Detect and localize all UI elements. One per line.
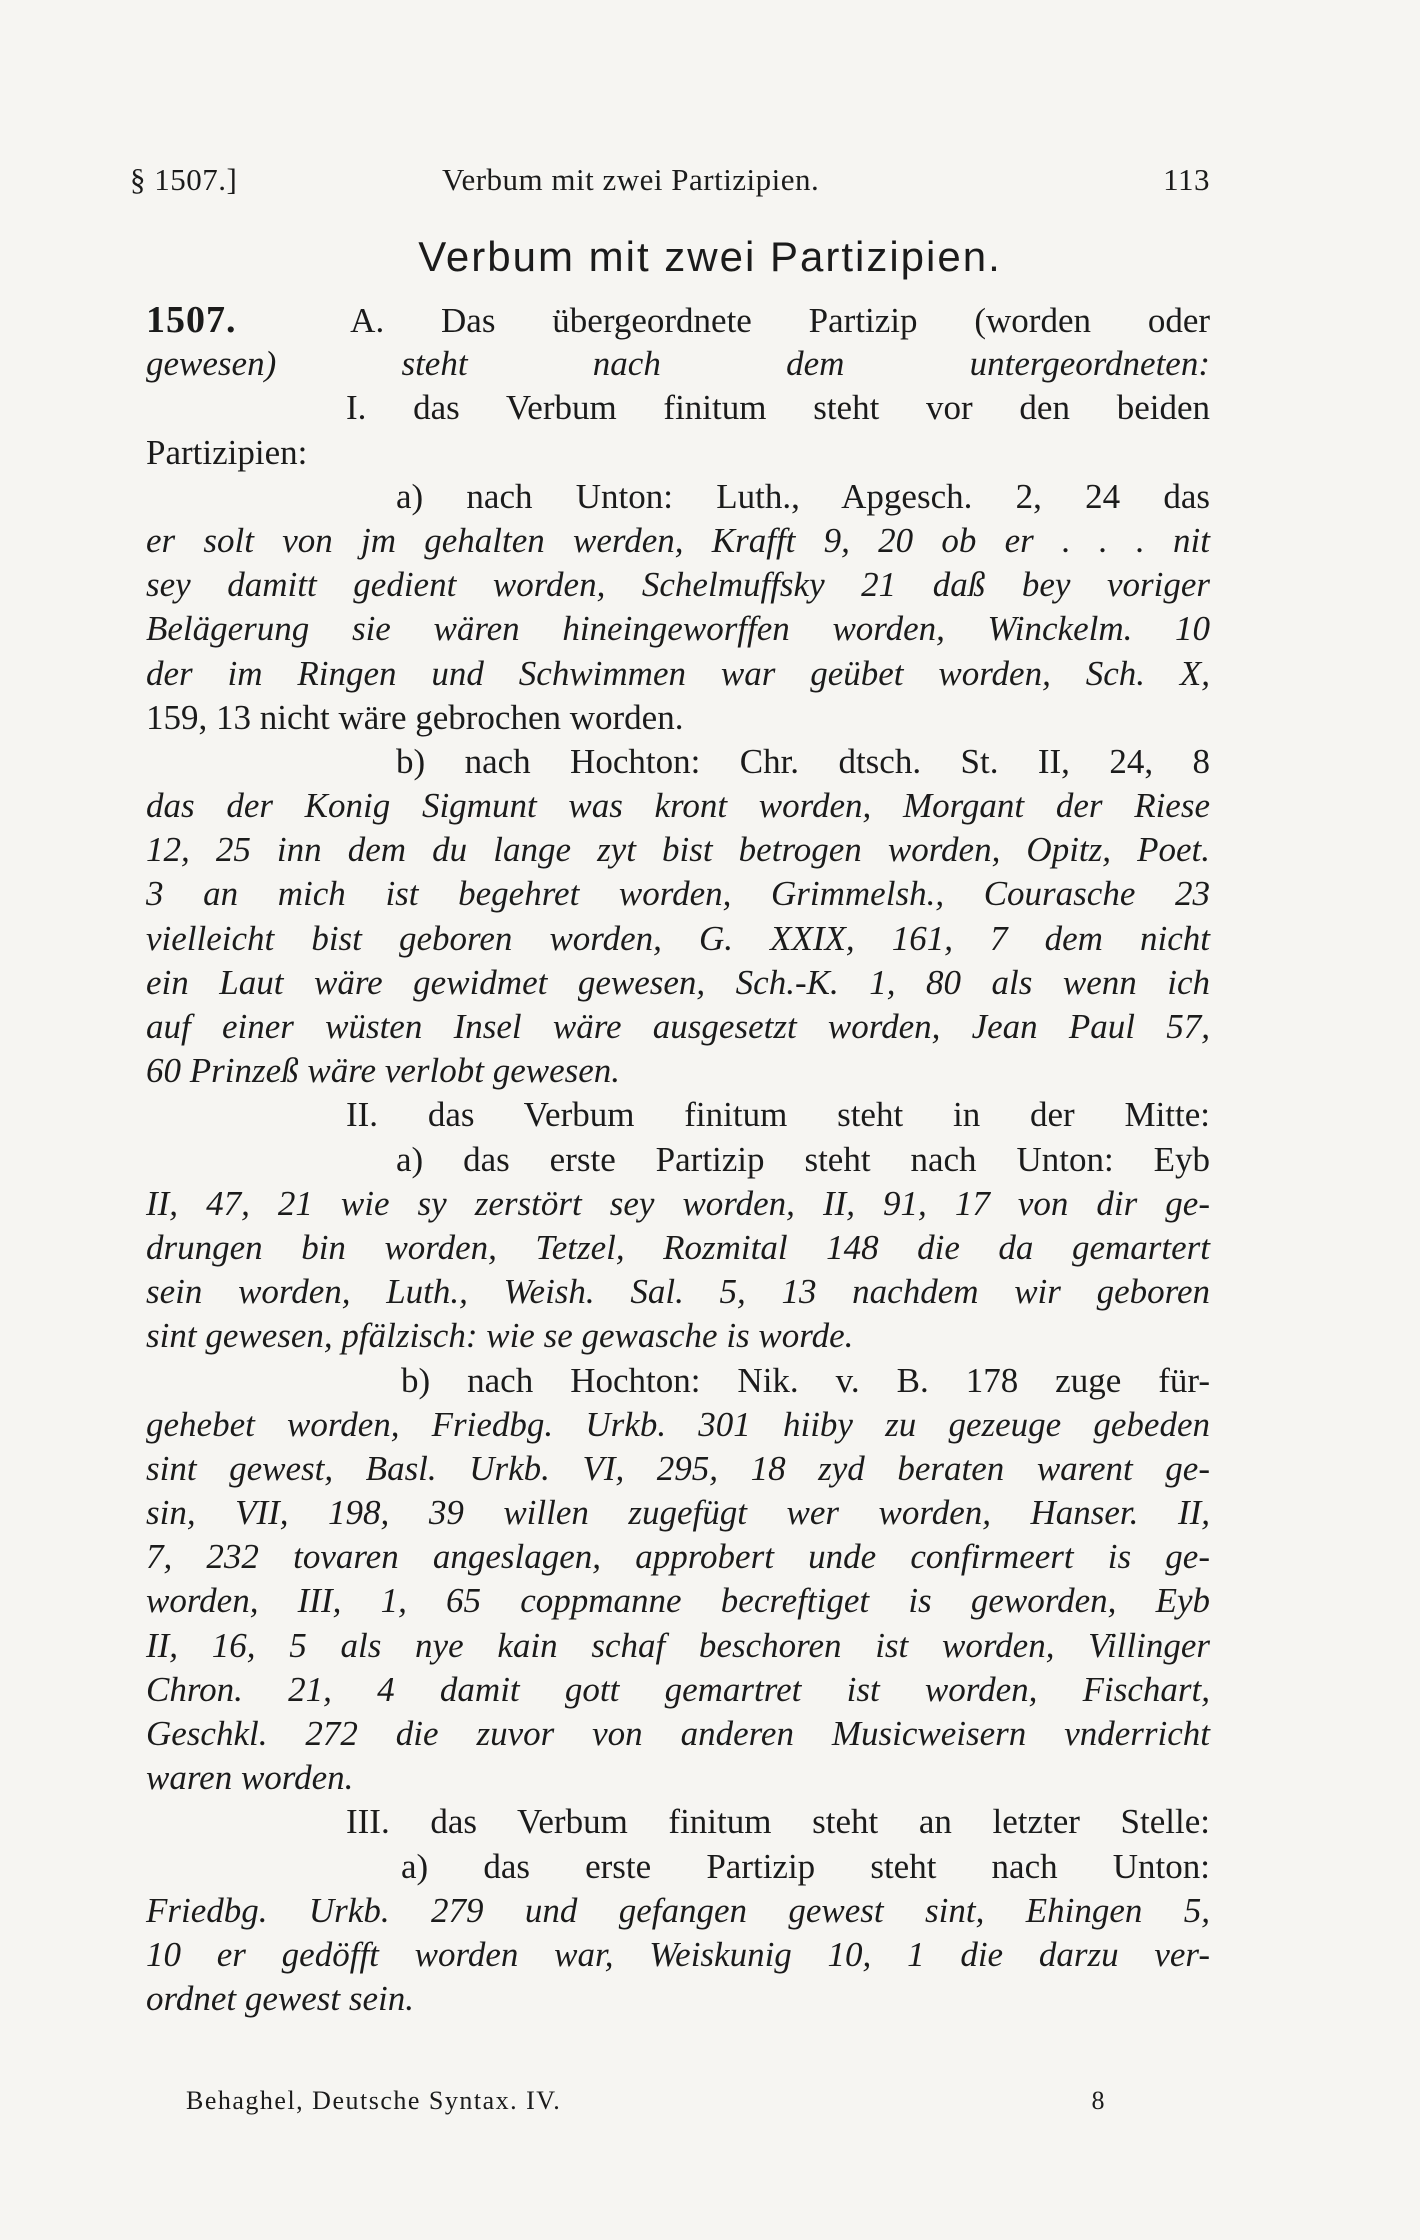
text-line-content: A. Das übergeordnete Partizip (worden oder [350, 301, 1211, 340]
text-line: 12, 25 inn dem du lange zyt bist betrogen worden, Opitz, Poet. [146, 830, 1210, 870]
text-line: waren worden. [146, 1758, 354, 1798]
text-line: II, 47, 21 wie sy zerstört sey worden, II, 91, 17 von dir ge- [146, 1183, 1210, 1223]
text-line: 60 Prinzeß wäre verlobt gewesen. [146, 1051, 621, 1091]
text-line: sey damitt gedient worden, Schelmuffsky 21 daß bey voriger [146, 565, 1210, 605]
running-title: Verbum mit zwei Partizipien. [442, 162, 820, 197]
page-footer [186, 2086, 1106, 2116]
section-reference: § 1507.] [130, 162, 238, 197]
text-line: I. das Verbum finitum steht vor den beiden [346, 388, 1210, 428]
text-line: sin, VII, 198, 39 willen zugefügt wer worden, Hanser. II, [146, 1493, 1210, 1533]
book-reference: Behaghel, Deutsche Syntax. IV. [186, 2086, 562, 2115]
text-line: vielleicht bist geboren worden, G. XXIX, 161, 7 dem nicht [146, 918, 1210, 958]
text-line: Belägerung sie wären hineingeworffen worden, Winckelm. 10 [146, 609, 1210, 649]
signature-mark: 8 [1091, 2086, 1106, 2115]
text-line: Chron. 21, 4 damit gott gemartret ist worden, Fischart, [146, 1669, 1210, 1709]
text-line: 7, 232 tovaren angeslagen, approbert unde confirmeert is ge- [146, 1537, 1210, 1577]
text-line [146, 298, 1210, 342]
text-line: II. das Verbum finitum steht in der Mitte: [346, 1095, 1210, 1135]
text-line: III. das Verbum finitum steht an letzter Stelle: [346, 1802, 1210, 1842]
text-line: gehebet worden, Friedbg. Urkb. 301 hiiby zu gezeuge gebeden [146, 1404, 1210, 1444]
text-line: ein Laut wäre gewidmet gewesen, Sch.-K. 1, 80 als wenn ich [146, 962, 1210, 1002]
text-line: II, 16, 5 als nye kain schaf beschoren ist worden, Villinger [146, 1625, 1210, 1665]
text-line: Friedbg. Urkb. 279 und gefangen gewest sint, Ehingen 5, [146, 1890, 1210, 1930]
text-line: b) nach Hochton: Nik. v. B. 178 zuge für- [401, 1360, 1210, 1400]
text-line: 3 an mich ist begehret worden, Grimmelsh., Courasche 23 [146, 874, 1210, 914]
page-number: 113 [1163, 162, 1210, 197]
text-line: er solt von jm gehalten werden, Krafft 9, 20 ob er . . . nit [146, 520, 1210, 560]
text-line: Partizipien: [146, 432, 308, 472]
text-line: sint gewest, Basl. Urkb. VI, 295, 18 zyd beraten warent ge- [146, 1448, 1210, 1488]
chapter-title: Verbum mit zwei Partizipien. [418, 233, 1002, 280]
text-line: a) das erste Partizip steht nach Unton: [401, 1846, 1210, 1886]
paragraph-1507 [146, 298, 1210, 2021]
text-line: das der Konig Sigmunt was kront worden, Morgant der Riese [146, 786, 1210, 826]
text-line: sint gewesen, pfälzisch: wie se gewasche is worde. [146, 1316, 854, 1356]
text-line: 10 er gedöfft worden war, Weiskunig 10, 1 die darzu ver- [146, 1934, 1210, 1974]
text-line: a) das erste Partizip steht nach Unton: Eyb [396, 1139, 1210, 1179]
text-line: worden, III, 1, 65 coppmanne becreftiget is geworden, Eyb [146, 1581, 1210, 1621]
paragraph-number: 1507. [146, 299, 237, 341]
text-line: der im Ringen und Schwimmen war geübet worden, Sch. X, [146, 653, 1210, 693]
text-line: 159, 13 nicht wäre gebrochen worden. [146, 697, 684, 737]
text-line: Geschkl. 272 die zuvor von anderen Musicweisern vnderricht [146, 1714, 1210, 1753]
text-line: auf einer wüsten Insel wäre ausgesetzt worden, Jean Paul 57, [146, 1007, 1210, 1046]
text-line: drungen bin worden, Tetzel, Rozmital 148 die da gemartert [146, 1227, 1210, 1267]
text-line: a) nach Unton: Luth., Apgesch. 2, 24 das [396, 476, 1210, 516]
text-line: sein worden, Luth., Weish. Sal. 5, 13 nachdem wir geboren [146, 1272, 1210, 1312]
text-line: ordnet gewest sein. [146, 1979, 414, 2019]
text-line: b) nach Hochton: Chr. dtsch. St. II, 24, 8 [396, 741, 1210, 781]
text-line: gewesen) steht nach dem untergeordneten: [146, 344, 1210, 384]
